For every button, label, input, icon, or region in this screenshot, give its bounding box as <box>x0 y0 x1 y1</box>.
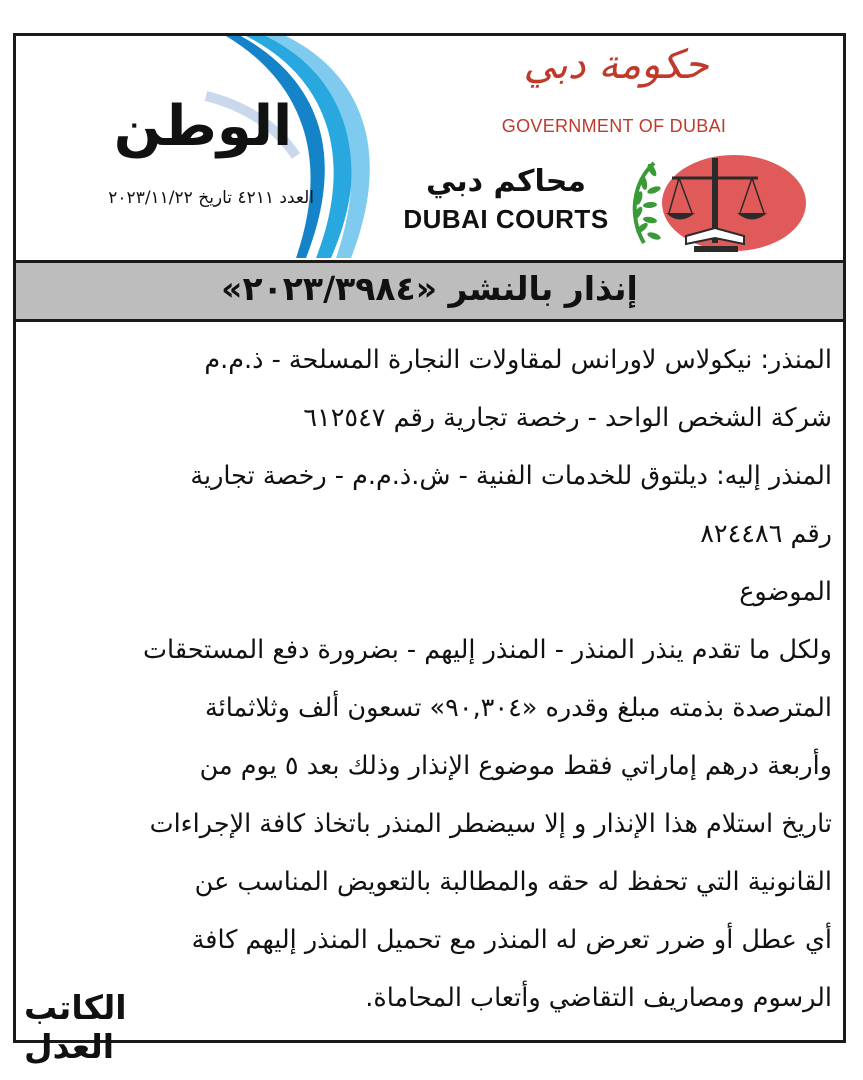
subject-heading: الموضوع <box>739 577 832 607</box>
notice-line: المنذر: نيكولاس لاورانس لمقاولات النجارة المسلحة - ذ.م.م <box>204 345 832 375</box>
dubai-courts-emblem-icon <box>624 148 804 258</box>
notice-line: تاريخ استلام هذا الإنذار و إلا سيضطر المنذر باتخاذ كافة الإجراءات <box>149 809 832 839</box>
notary-signature: الكاتب العدل <box>24 988 127 1066</box>
notice-title: إنذار بالنشر «٢٠٢٣/٣٩٨٤» <box>221 269 638 308</box>
notice-line: أي عطل أو ضرر تعرض له المنذر مع تحميل المنذر إليهم كافة <box>191 925 832 955</box>
government-dubai-arabic-logo: حكومة دبي <box>523 42 709 88</box>
notice-line: المنذر إليه: ديلتوق للخدمات الفنية - ش.ذ.م.م - رخصة تجارية <box>190 461 832 491</box>
dubai-courts-english: DUBAI COURTS <box>403 204 609 234</box>
dubai-courts-arabic: محاكم دبي <box>426 164 586 199</box>
notice-line: الرسوم ومصاريف التقاضي وأتعاب المحاماة. <box>365 983 832 1013</box>
notice-title-bar <box>16 260 843 322</box>
government-dubai-english: GOVERNMENT OF DUBAI <box>501 116 727 136</box>
notice-line: رقم ٨٢٤٤٨٦ <box>700 519 832 549</box>
notice-frame <box>13 33 846 1066</box>
notice-line: القانونية التي تحفظ له حقه والمطالبة بالتعويض المناسب عن <box>194 867 832 897</box>
notice-line: المترصدة بذمته مبلغ وقدره «٩٠,٣٠٤» تسعون ألف وثلاثمائة <box>204 693 832 723</box>
issue-date-line: العدد ٤٢١١ تاريخ ٢٠٢٣/١١/٢٢ <box>108 188 314 208</box>
notice-body <box>24 331 832 1027</box>
notice-header <box>16 36 843 258</box>
notice-line: وأربعة درهم إماراتي فقط موضوع الإنذار وذلك بعد ٥ يوم من <box>199 751 832 781</box>
notice-line: شركة الشخص الواحد - رخصة تجارية رقم ٦١٢٥٤٧ <box>303 403 832 433</box>
notice-line: ولكل ما تقدم ينذر المنذر - المنذر إليهم - بضرورة دفع المستحقات <box>143 635 832 665</box>
newspaper-name: الوطن <box>113 94 293 159</box>
